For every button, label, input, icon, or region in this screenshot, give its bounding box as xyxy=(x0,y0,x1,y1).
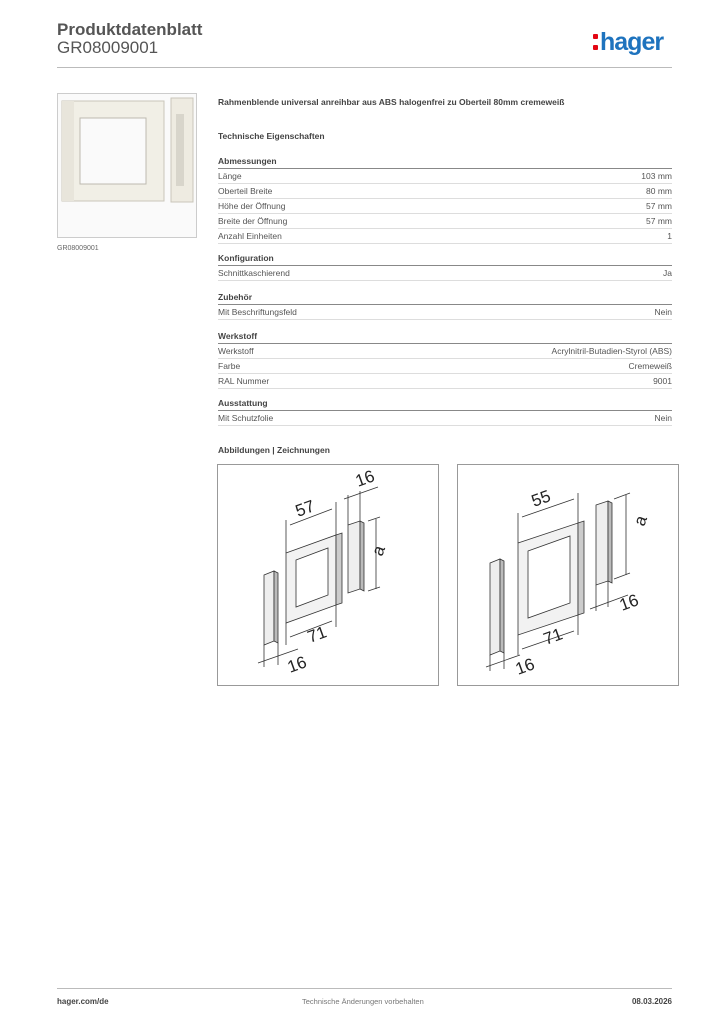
row-label: Höhe der Öffnung xyxy=(218,201,286,211)
product-photo xyxy=(57,93,197,238)
section-abmessungen xyxy=(218,156,672,244)
row-value: 9001 xyxy=(653,376,672,386)
row-label: RAL Nummer xyxy=(218,376,270,386)
header-divider xyxy=(57,67,672,68)
section-title: Ausstattung xyxy=(218,398,672,411)
row-value: 57 mm xyxy=(646,216,672,226)
section-zubehoer xyxy=(218,292,672,320)
table-row xyxy=(218,344,672,359)
dim-label: 71 xyxy=(540,624,566,649)
row-value: Cremeweiß xyxy=(628,361,672,371)
table-row xyxy=(218,169,672,184)
dim-label: a xyxy=(629,512,651,529)
section-title: Konfiguration xyxy=(218,253,672,266)
table-row xyxy=(218,199,672,214)
photo-caption: GR08009001 xyxy=(57,245,99,252)
section-konfiguration xyxy=(218,253,672,281)
row-value: Ja xyxy=(663,268,672,278)
row-value: 57 mm xyxy=(646,201,672,211)
row-label: Oberteil Breite xyxy=(218,186,273,196)
row-value: Acrylnitril-Butadien-Styrol (ABS) xyxy=(551,346,672,356)
footer-divider xyxy=(57,988,672,989)
dim-label: 16 xyxy=(284,652,310,677)
technical-drawing-1 xyxy=(217,464,439,686)
row-label: Anzahl Einheiten xyxy=(218,231,282,241)
technical-drawing-2 xyxy=(457,464,679,686)
section-title: Abmessungen xyxy=(218,156,672,169)
row-label: Mit Beschriftungsfeld xyxy=(218,307,297,317)
section-title: Zubehör xyxy=(218,292,672,305)
table-row xyxy=(218,305,672,320)
tech-properties-title: Technische Eigenschaften xyxy=(218,131,325,141)
product-description: Rahmenblende universal anreihbar aus ABS halogenfrei zu Oberteil 80mm cremeweiß xyxy=(218,97,565,107)
logo-mark-icon xyxy=(593,33,598,51)
dim-label: 16 xyxy=(512,654,538,679)
row-label: Schnittkaschierend xyxy=(218,268,290,278)
product-number: GR08009001 xyxy=(57,38,159,57)
section-werkstoff xyxy=(218,331,672,389)
table-row xyxy=(218,184,672,199)
table-row xyxy=(218,411,672,426)
row-value: 1 xyxy=(667,231,672,241)
dim-label: a xyxy=(367,542,389,559)
page-title: Produktdatenblatt xyxy=(57,20,203,39)
dim-label: 16 xyxy=(616,590,642,615)
dim-label: 71 xyxy=(304,622,330,647)
footer-disclaimer: Technische Änderungen vorbehalten xyxy=(302,997,424,1006)
row-value: Nein xyxy=(654,413,672,423)
table-row xyxy=(218,266,672,281)
dim-label: 57 xyxy=(292,496,318,521)
row-label: Länge xyxy=(218,171,242,181)
row-value: 80 mm xyxy=(646,186,672,196)
logo-text: hager xyxy=(600,28,664,56)
dim-label: 16 xyxy=(352,466,378,491)
footer-website-link[interactable]: hager.com/de xyxy=(57,997,109,1006)
table-row xyxy=(218,214,672,229)
section-ausstattung xyxy=(218,398,672,426)
dim-label: 55 xyxy=(528,486,554,511)
row-value: Nein xyxy=(654,307,672,317)
footer-date: 08.03.2026 xyxy=(631,997,672,1006)
section-title: Werkstoff xyxy=(218,331,672,344)
table-row xyxy=(218,359,672,374)
table-row xyxy=(218,229,672,244)
row-label: Farbe xyxy=(218,361,241,371)
brand-logo xyxy=(593,28,663,57)
row-value: 103 mm xyxy=(641,171,672,181)
row-label: Mit Schutzfolie xyxy=(218,413,274,423)
row-label: Werkstoff xyxy=(218,346,254,356)
table-row xyxy=(218,374,672,389)
row-label: Breite der Öffnung xyxy=(218,216,288,226)
figures-title: Abbildungen | Zeichnungen xyxy=(218,445,330,455)
